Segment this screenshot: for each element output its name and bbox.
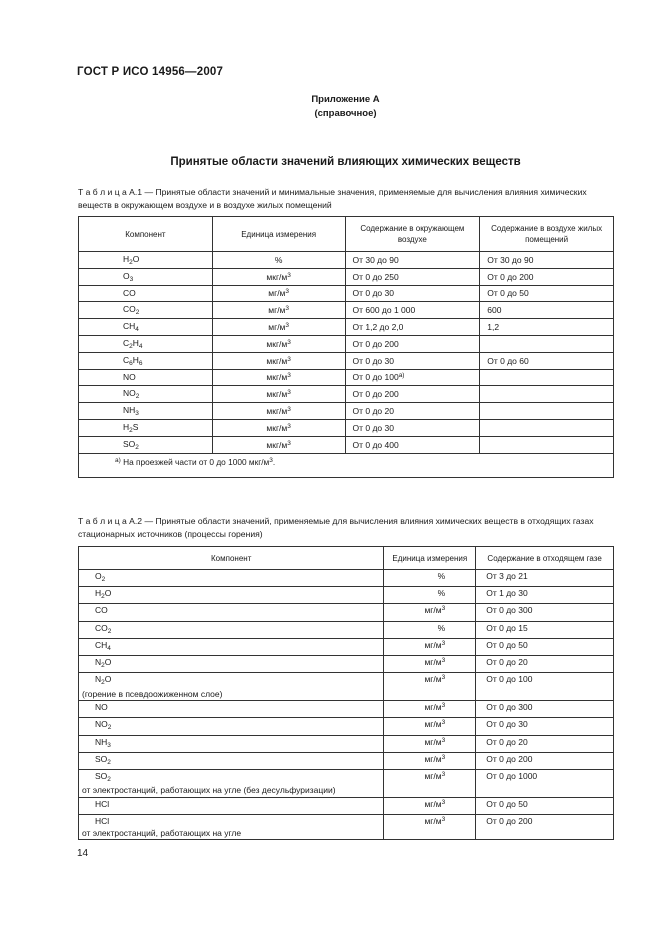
formula-main: NH [95, 736, 108, 747]
ambient-value: От 0 до 250 [352, 271, 399, 282]
unit-cell [212, 285, 345, 302]
header-exhaust: Содержание в отходящем газе [476, 547, 614, 570]
unit-text: мг/м [268, 288, 286, 299]
table-row [79, 815, 614, 840]
component-cell [79, 655, 384, 672]
exhaust-value: От 0 до 20 [486, 736, 528, 747]
footnote-row [79, 453, 614, 477]
table-row [79, 735, 614, 752]
formula-main: O [123, 270, 130, 281]
formula-main: O [95, 571, 102, 581]
section-title: Принятые области значений влияющих химических веществ [170, 156, 521, 168]
formula-main: C [123, 337, 130, 348]
table-row [79, 352, 614, 369]
formula-subscript: 2 [129, 258, 133, 266]
unit-superscript: 3 [287, 389, 291, 397]
component-cell [79, 436, 213, 453]
formula-subscript: 2 [135, 393, 140, 401]
component-cell [79, 570, 384, 587]
table-row [79, 252, 614, 269]
value-cell [476, 701, 614, 718]
formula-subscript: 2 [135, 443, 139, 451]
formula-subscript: 6 [138, 359, 143, 367]
ambient-cell [345, 403, 480, 420]
unit-superscript: 3 [285, 322, 290, 330]
unit-superscript: 3 [441, 753, 446, 761]
ambient-cell [345, 436, 480, 453]
component-formula [82, 588, 111, 603]
formula-tail: H [132, 337, 139, 348]
formula-subscript: 6 [129, 359, 133, 367]
unit-text: мг/м [424, 702, 442, 713]
unit-cell [384, 752, 476, 769]
exhaust-value: От 0 до 50 [486, 639, 528, 650]
value-cell [476, 638, 614, 655]
unit-superscript: 3 [287, 355, 291, 363]
unit-superscript: 3 [441, 719, 446, 727]
header-indoor: Содержание в воздухе жилых помещений [480, 217, 614, 252]
unit-cell [212, 252, 345, 269]
indoor-cell [480, 386, 614, 403]
indoor-cell [480, 319, 614, 336]
unit-cell [384, 797, 476, 814]
value-cell [476, 570, 614, 587]
indoor-cell [480, 302, 614, 319]
unit-cell [384, 701, 476, 718]
unit-superscript: 3 [441, 736, 446, 744]
indoor-cell [480, 285, 614, 302]
header-component: Компонент [79, 547, 384, 570]
table-row [79, 638, 614, 655]
unit-cell [212, 436, 345, 453]
value-cell [476, 815, 614, 840]
indoor-cell [480, 335, 614, 352]
value-cell [476, 735, 614, 752]
exhaust-value: От 0 до 200 [486, 753, 533, 764]
appendix-subtitle: (справочное) [314, 108, 377, 119]
component-cell [79, 718, 384, 735]
component-cell [79, 419, 213, 436]
exhaust-value: От 0 до 50 [486, 798, 528, 809]
indoor-cell [480, 369, 614, 386]
formula-main: H [123, 421, 130, 432]
component-formula [82, 771, 111, 786]
table-row [79, 302, 614, 319]
component-formula [82, 605, 108, 617]
component-formula [82, 640, 111, 655]
table1-footnote: $^{а)}$ На проезжей части от 0 до 1000 мкг/$м^3$. [79, 453, 614, 477]
unit-cell [384, 735, 476, 752]
table2-caption: Т а б л и ц а А.2 — Принятые области значений, применяемые для вычисления влияния химических веществ в отходящих газах стационарных источников (процессы горения) [78, 516, 594, 539]
unit-superscript: 3 [285, 288, 290, 296]
exhaust-value: От 0 до 1000 [486, 770, 538, 781]
formula-main: CO [123, 304, 136, 315]
exhaust-value: От 0 до 15 [486, 622, 528, 633]
unit-text: мг/м [424, 605, 442, 616]
ambient-value: От 0 до 30 [352, 422, 394, 433]
component-formula [82, 754, 111, 769]
unit-cell [384, 769, 476, 797]
component-cell [79, 701, 384, 718]
component-cell [79, 638, 384, 655]
formula-subscript: 4 [107, 644, 111, 652]
formula-main: CH [123, 321, 136, 332]
ambient-value: От 0 до 30 [352, 288, 394, 299]
component-cell [79, 769, 384, 797]
unit-superscript: 3 [287, 422, 291, 430]
ambient-value: От 0 до 200 [352, 338, 399, 349]
ambient-cell [345, 335, 480, 352]
indoor-cell [480, 419, 614, 436]
unit-cell [384, 570, 476, 587]
unit-text: мкг/м [266, 439, 288, 450]
unit-text: мг/м [424, 770, 442, 781]
unit-text: мкг/м [266, 372, 288, 383]
component-formula [82, 657, 111, 672]
unit-text: мкг/м [266, 406, 288, 417]
header-unit: Единица измерения [384, 547, 476, 570]
unit-cell [384, 621, 476, 638]
unit-cell [384, 673, 476, 701]
unit-text: мг/м [424, 719, 442, 730]
formula-main: HCl [95, 816, 110, 827]
table-header-row [79, 547, 614, 570]
exhaust-value: От 0 до 20 [486, 656, 528, 667]
table-row [79, 386, 614, 403]
formula-subscript: 2 [101, 679, 105, 687]
unit-text: мкг/м [266, 389, 288, 400]
indoor-cell [480, 268, 614, 285]
formula-subscript: 3 [135, 410, 139, 418]
formula-main: C [123, 354, 130, 365]
unit-cell [212, 302, 345, 319]
component-formula [82, 737, 111, 752]
component-cell [79, 302, 213, 319]
unit-superscript: 3 [441, 798, 446, 806]
formula-tail: O [132, 253, 140, 264]
document-code: ГОСТ Р ИСО 14956—2007 [77, 66, 224, 78]
formula-subscript: 2 [101, 576, 106, 583]
table-row [79, 587, 614, 604]
ambient-value: От 0 до 400 [352, 439, 399, 450]
component-cell [79, 386, 213, 403]
formula-main: NO [123, 372, 136, 383]
ambient-cell [345, 285, 480, 302]
table-row [79, 604, 614, 621]
table-row [79, 335, 614, 352]
header-component: Компонент [79, 217, 213, 252]
formula-tail: S [132, 421, 139, 432]
component-cell [79, 369, 213, 386]
component-cell [79, 797, 384, 814]
formula-subscript: 2 [107, 775, 111, 783]
indoor-cell [480, 436, 614, 453]
table-row [79, 769, 614, 797]
component-cell [79, 735, 384, 752]
unit-text: % [437, 571, 446, 581]
table-row [79, 752, 614, 769]
exhaust-value: От 0 до 300 [486, 702, 533, 713]
unit-superscript: 3 [441, 702, 446, 710]
formula-main: CH [95, 639, 108, 650]
unit-cell [212, 419, 345, 436]
unit-text: мг/м [424, 798, 442, 809]
formula-subscript: 2 [129, 426, 133, 434]
table1-caption: Т а б л и ц а А.1 — Принятые области значений и минимальные значения, применяемые для вычисления влияния химических веществ в окружающем воздухе и в воздухе жилых помещений [78, 187, 587, 210]
unit-superscript: 3 [287, 439, 291, 447]
ambient-value: От 0 до 100 [352, 372, 399, 383]
indoor-value: От 0 до 60 [487, 355, 529, 366]
value-cell [476, 752, 614, 769]
formula-tail: O [104, 588, 112, 599]
value-cell [476, 769, 614, 797]
unit-cell [384, 655, 476, 672]
indoor-value: 1,2 [487, 322, 500, 333]
component-cell [79, 319, 213, 336]
component-cell [79, 335, 213, 352]
value-cell [476, 621, 614, 638]
ambient-cell [345, 369, 480, 386]
indoor-value: От 30 до 90 [487, 254, 534, 265]
value-cell [476, 797, 614, 814]
header-unit: Единица измерения [212, 217, 345, 252]
ambient-value: От 0 до 20 [352, 406, 394, 417]
component-note: от электростанций, работающих на угле [82, 827, 242, 838]
component-formula [82, 674, 111, 689]
formula-main: CO [95, 622, 108, 633]
ambient-cell [345, 302, 480, 319]
component-cell [79, 285, 213, 302]
unit-text: мг/м [424, 816, 442, 827]
formula-subscript: 2 [107, 627, 112, 635]
table-row [79, 718, 614, 735]
unit-superscript: 3 [287, 372, 291, 380]
component-cell [79, 604, 384, 621]
table-row [79, 655, 614, 672]
table-row [79, 369, 614, 386]
table-row [79, 673, 614, 701]
appendix-title: Приложение А [311, 94, 380, 105]
ambient-value: От 0 до 200 [352, 389, 399, 400]
unit-superscript: 3 [287, 338, 291, 346]
exhaust-value: От 3 до 21 [486, 571, 528, 581]
component-note: от электростанций, работающих на угле (без десульфуризации) [82, 785, 336, 796]
formula-main: SO [123, 438, 136, 449]
component-formula [82, 571, 105, 586]
table-row [79, 403, 614, 420]
unit-cell [384, 638, 476, 655]
unit-text: % [437, 588, 446, 599]
unit-cell [384, 604, 476, 621]
table-row [79, 797, 614, 814]
value-cell [476, 587, 614, 604]
table-a1 [78, 216, 614, 478]
unit-text: мкг/м [266, 355, 288, 366]
indoor-cell [480, 352, 614, 369]
ambient-cell [345, 252, 480, 269]
value-cell [476, 655, 614, 672]
formula-main: HCl [95, 798, 110, 809]
formula-main: SO [95, 770, 108, 781]
component-formula [82, 799, 109, 811]
indoor-cell [480, 403, 614, 420]
unit-cell [384, 815, 476, 840]
formula-main: H [123, 253, 130, 264]
ambient-cell [345, 386, 480, 403]
unit-cell [212, 319, 345, 336]
unit-superscript: 3 [285, 305, 290, 313]
component-cell [79, 752, 384, 769]
formula-subscript: 4 [135, 326, 139, 334]
unit-text: мг/м [424, 656, 442, 667]
formula-main: NO [123, 388, 136, 399]
table-row [79, 419, 614, 436]
unit-superscript: 3 [441, 605, 446, 613]
formula-tail: H [132, 354, 139, 365]
formula-tail: O [104, 674, 112, 685]
unit-text: мкг/м [266, 271, 288, 282]
exhaust-value: От 1 до 30 [486, 588, 528, 599]
component-note: (горение в псевдоожиженном слое) [82, 688, 223, 699]
unit-superscript: 3 [287, 406, 291, 414]
header-ambient: Содержание в окружающем воздухе [345, 217, 480, 252]
component-cell [79, 815, 384, 840]
page-number: 14 [77, 848, 89, 859]
indoor-value: От 0 до 200 [487, 271, 534, 282]
ambient-value: От 30 до 90 [352, 254, 399, 265]
table-row [79, 570, 614, 587]
component-formula [82, 623, 111, 638]
formula-main: NH [123, 405, 136, 416]
unit-cell [212, 386, 345, 403]
unit-text: % [274, 254, 283, 265]
unit-text: мкг/м [266, 338, 288, 349]
value-cell [476, 718, 614, 735]
component-cell [79, 587, 384, 604]
unit-text: мг/м [424, 736, 442, 747]
exhaust-value: От 0 до 30 [486, 719, 528, 730]
component-cell [79, 352, 213, 369]
formula-subscript: 2 [135, 309, 140, 317]
formula-main: H [95, 588, 102, 599]
formula-subscript: 2 [107, 724, 112, 732]
unit-text: мкг/м [266, 422, 288, 433]
ambient-cell [345, 419, 480, 436]
formula-subscript: 2 [101, 593, 105, 601]
component-cell [79, 268, 213, 285]
table-row [79, 319, 614, 336]
unit-superscript: 3 [441, 656, 446, 664]
table-row [79, 701, 614, 718]
formula-subscript: 3 [107, 741, 111, 749]
indoor-cell [480, 252, 614, 269]
unit-text: мг/м [424, 674, 442, 685]
unit-text: мг/м [268, 322, 286, 333]
component-formula [82, 816, 109, 828]
ambient-value: От 0 до 30 [352, 355, 394, 366]
formula-main: CO [95, 605, 108, 616]
formula-main: NO [95, 719, 108, 730]
formula-subscript: 4 [138, 342, 143, 350]
exhaust-value: От 0 до 200 [486, 816, 533, 827]
unit-text: мг/м [424, 639, 442, 650]
unit-cell [384, 718, 476, 735]
unit-cell [212, 268, 345, 285]
unit-cell [212, 369, 345, 386]
formula-subscript: 3 [129, 275, 134, 283]
component-formula [82, 719, 111, 734]
ambient-cell [345, 319, 480, 336]
unit-superscript: 3 [287, 271, 291, 279]
unit-text: мг/м [424, 753, 442, 764]
formula-tail: O [104, 656, 112, 667]
exhaust-value: От 0 до 300 [486, 605, 533, 616]
component-cell [79, 403, 213, 420]
ambient-cell [345, 352, 480, 369]
indoor-value: 600 [487, 305, 502, 316]
value-cell [476, 673, 614, 701]
table-row [79, 621, 614, 638]
table-row [79, 268, 614, 285]
formula-subscript: 2 [101, 661, 105, 669]
value-cell [476, 604, 614, 621]
formula-subscript: 2 [129, 342, 133, 350]
unit-cell [212, 403, 345, 420]
ambient-cell [345, 268, 480, 285]
exhaust-value: От 0 до 100 [486, 674, 533, 685]
unit-text: мг/м [268, 305, 286, 316]
unit-cell [212, 352, 345, 369]
unit-text: % [437, 622, 446, 633]
unit-cell [212, 335, 345, 352]
table-row [79, 436, 614, 453]
unit-cell [384, 587, 476, 604]
formula-main: N [95, 656, 102, 667]
footnote-marker: а) [398, 372, 405, 380]
table-header-row [79, 217, 614, 252]
unit-superscript: 3 [441, 639, 446, 647]
component-formula [82, 702, 108, 714]
formula-main: NO [95, 702, 108, 713]
formula-main: CO [123, 288, 136, 299]
unit-superscript: 3 [441, 770, 446, 778]
indoor-value: От 0 до 50 [487, 288, 529, 299]
ambient-value: От 600 до 1 000 [352, 305, 416, 316]
component-cell [79, 673, 384, 701]
component-cell [79, 252, 213, 269]
table-row [79, 285, 614, 302]
table-a2 [78, 546, 614, 840]
formula-main: SO [95, 753, 108, 764]
ambient-value: От 1,2 до 2,0 [352, 322, 404, 333]
unit-superscript: 3 [441, 674, 446, 682]
formula-main: N [95, 674, 102, 685]
component-cell [79, 621, 384, 638]
formula-subscript: 2 [107, 758, 111, 766]
unit-superscript: 3 [441, 816, 446, 824]
